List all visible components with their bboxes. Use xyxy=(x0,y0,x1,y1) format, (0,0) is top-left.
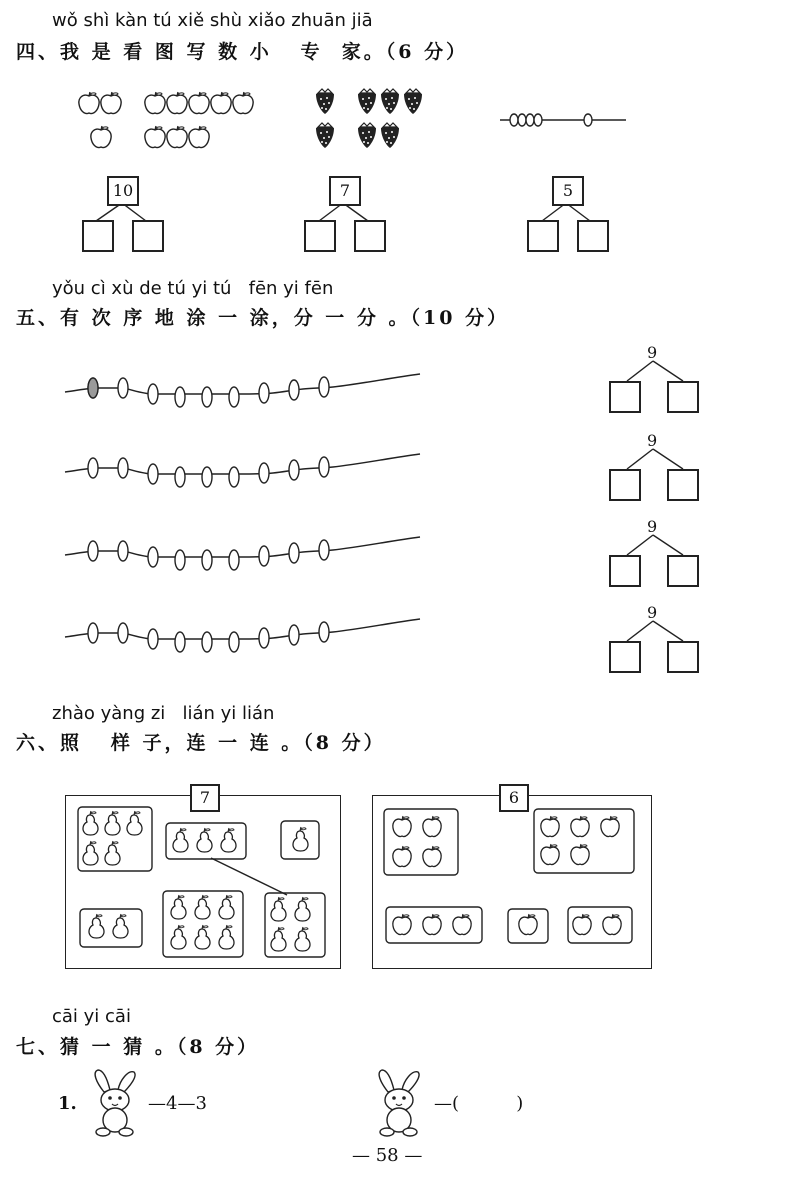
section4-pinyin: wǒ shì kàn tú xiě shù xiǎo zhuān jiā xyxy=(52,10,373,31)
section7-pinyin: cāi yi cāi xyxy=(52,1006,131,1027)
answer-box-10-right[interactable] xyxy=(132,220,164,252)
answer-box-9d-left[interactable] xyxy=(609,641,641,673)
shaded-bead xyxy=(88,378,98,398)
answer-box-9d-right[interactable] xyxy=(667,641,699,673)
tree-total-9-b: 9 xyxy=(647,431,658,450)
answer-box-9a-right[interactable] xyxy=(667,381,699,413)
section4-heading: 四、我 是 看 图 写 数 小 专 家。（6 分） xyxy=(16,41,469,63)
rabbit-icon-2 xyxy=(372,1068,432,1138)
bead-strings-picture xyxy=(60,360,440,700)
pears-panel-total: 7 xyxy=(190,784,220,812)
tree-total-10: 10 xyxy=(107,176,139,206)
strawberries-picture xyxy=(312,86,452,156)
tree-total-7: 7 xyxy=(329,176,361,206)
answer-box-9b-left[interactable] xyxy=(609,469,641,501)
item-number: 1. xyxy=(58,1093,77,1114)
apples-picture xyxy=(74,86,254,156)
answer-box-9c-left[interactable] xyxy=(609,555,641,587)
rabbit-icon xyxy=(88,1068,148,1138)
answer-box-7-right[interactable] xyxy=(354,220,386,252)
tree-total-9-a: 9 xyxy=(647,343,658,362)
page-number: — 58 — xyxy=(352,1145,423,1166)
expression-1: —4—3 xyxy=(148,1093,207,1114)
expression-2-blank[interactable]: —( ) xyxy=(434,1093,524,1114)
answer-box-5-left[interactable] xyxy=(527,220,559,252)
apple-groups-picture xyxy=(372,795,652,975)
answer-box-9b-right[interactable] xyxy=(667,469,699,501)
section6-pinyin: zhào yàng zi lián yi lián xyxy=(52,703,275,724)
section5-heading: 五、有 次 序 地 涂 一 涂，分 一 分 。（10 分） xyxy=(16,307,510,329)
answer-box-9c-right[interactable] xyxy=(667,555,699,587)
bead-string-picture xyxy=(500,110,630,130)
answer-box-9a-left[interactable] xyxy=(609,381,641,413)
section6-heading: 六、照 样 子，连 一 连 。（8 分） xyxy=(16,732,386,754)
answer-box-10-left[interactable] xyxy=(82,220,114,252)
tree-total-9-d: 9 xyxy=(647,603,658,622)
tree-total-9-c: 9 xyxy=(647,517,658,536)
answer-box-7-left[interactable] xyxy=(304,220,336,252)
section7-heading: 七、猜 一 猜 。（8 分） xyxy=(16,1036,260,1058)
pears-groups-picture xyxy=(65,795,345,975)
answer-box-5-right[interactable] xyxy=(577,220,609,252)
section5-pinyin: yǒu cì xù de tú yi tú fēn yi fēn xyxy=(52,278,334,299)
tree-total-5: 5 xyxy=(552,176,584,206)
apples-panel-total: 6 xyxy=(499,784,529,812)
